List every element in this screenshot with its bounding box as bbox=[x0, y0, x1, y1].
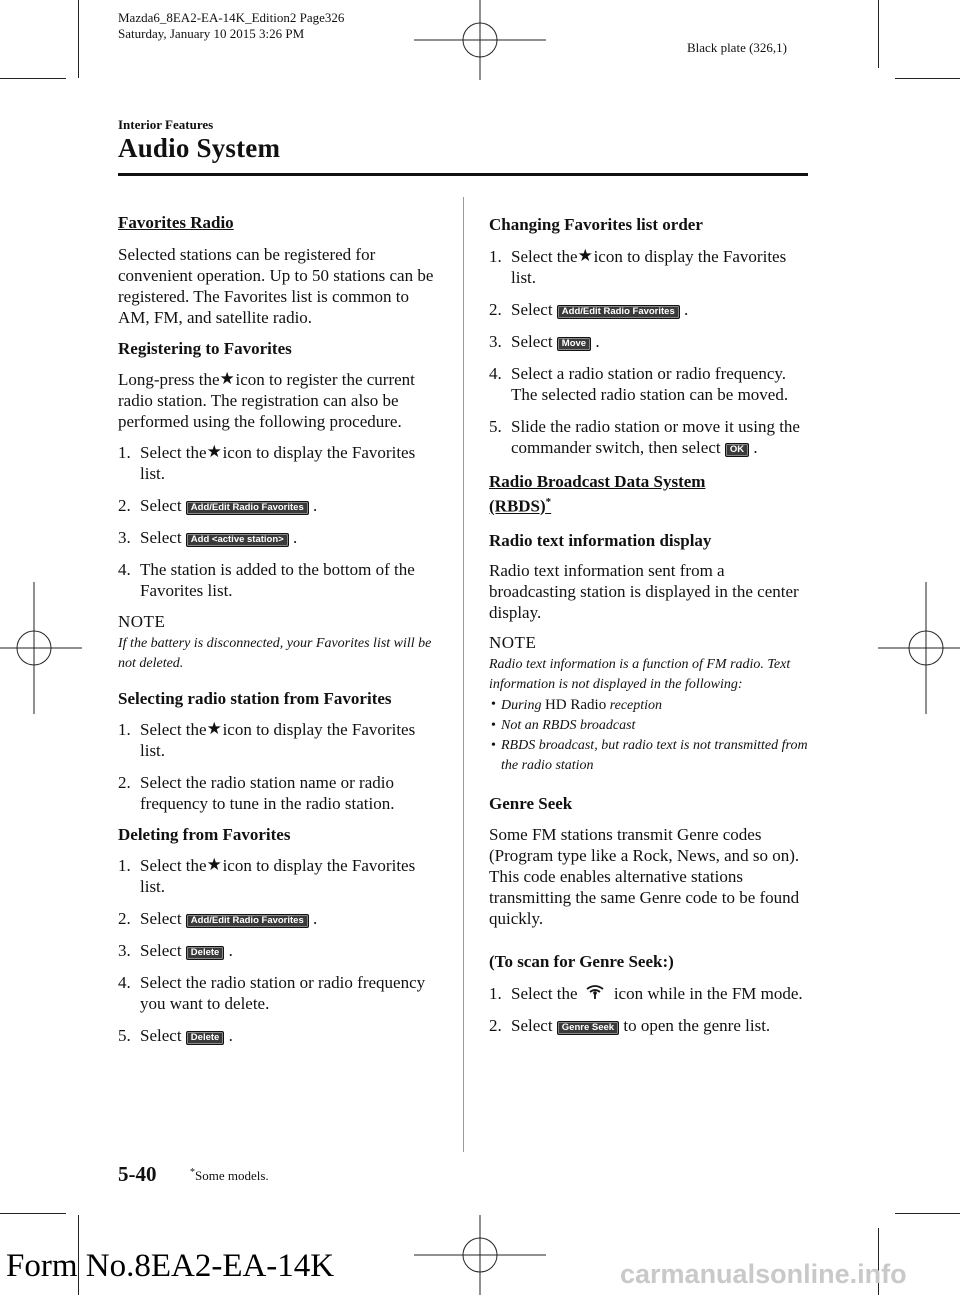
list-item bbox=[118, 940, 440, 961]
registering-text-b: icon to register the current radio station. The registration can also be performed using the following procedure. bbox=[118, 370, 415, 431]
radio-signal-icon bbox=[584, 984, 606, 1000]
move-button: Move bbox=[557, 337, 591, 351]
step-text: Select a radio station or radio frequency. The selected radio station can be moved. bbox=[511, 364, 789, 404]
step-text: Select bbox=[511, 1015, 553, 1035]
step-number: 2. bbox=[118, 773, 131, 792]
registration-mark-top bbox=[414, 0, 546, 80]
changing-heading: Changing Favorites list order bbox=[489, 215, 703, 234]
rbds-heading-line2: (RBDS) bbox=[489, 496, 546, 516]
step-text: Select bbox=[140, 941, 182, 960]
bullet-text: During bbox=[501, 697, 542, 713]
step-number: 3. bbox=[118, 528, 131, 547]
step-number: 5. bbox=[118, 1026, 131, 1045]
star-icon: ★ bbox=[206, 442, 222, 461]
step-text: icon to display the Favorites list. bbox=[511, 247, 787, 287]
file-info bbox=[118, 10, 344, 42]
rbds-heading-line1: Radio Broadcast Data System bbox=[489, 472, 706, 491]
file-info-line1: Mazda6_8EA2-EA-14K_Edition2 Page326 bbox=[118, 10, 345, 25]
step-text: . bbox=[753, 438, 758, 457]
step-text: Select the bbox=[511, 247, 578, 266]
form-number: Form No.8EA2-EA-14K bbox=[6, 1248, 335, 1284]
ok-button: OK bbox=[725, 443, 749, 457]
list-item bbox=[118, 559, 440, 601]
column-divider bbox=[463, 197, 464, 1152]
add-edit-radio-favorites-button: Add/Edit Radio Favorites bbox=[186, 914, 309, 928]
some-models-mark: * bbox=[545, 496, 552, 508]
list-item bbox=[118, 855, 440, 897]
step-text: . bbox=[684, 300, 689, 319]
page-number: 5-40 bbox=[118, 1162, 157, 1186]
watermark: carmanualsonline.info bbox=[620, 1259, 907, 1289]
delete-button: Delete bbox=[186, 946, 225, 960]
note-text: If the battery is disconnected, your Favorites list will be not deleted. bbox=[118, 636, 432, 671]
list-item bbox=[118, 1025, 440, 1046]
list-item bbox=[118, 719, 440, 761]
step-number: 4. bbox=[118, 560, 131, 579]
step-text: icon to display the Favorites list. bbox=[140, 856, 416, 896]
list-item bbox=[489, 1015, 809, 1036]
step-number: 2. bbox=[489, 300, 502, 319]
registering-text bbox=[118, 369, 440, 432]
list-item bbox=[118, 442, 440, 484]
crop-mark bbox=[895, 78, 960, 79]
step-text: Select bbox=[140, 909, 182, 928]
step-number: 1. bbox=[118, 443, 131, 462]
step-text: . bbox=[292, 528, 298, 547]
list-item bbox=[489, 363, 809, 405]
list-item: • Not an RBDS broadcast bbox=[489, 716, 809, 736]
registration-mark-right bbox=[878, 582, 960, 714]
step-text: The station is added to the bottom of the Favorites list. bbox=[140, 560, 415, 600]
step-text: icon to display the Favorites list. bbox=[140, 443, 416, 483]
star-icon: ★ bbox=[577, 246, 593, 265]
step-number: 3. bbox=[489, 332, 502, 351]
some-models-note bbox=[190, 1167, 269, 1184]
step-text: Select bbox=[511, 332, 553, 351]
crop-mark bbox=[878, 0, 879, 68]
list-item bbox=[489, 983, 809, 1004]
step-text: Select the bbox=[140, 720, 207, 739]
step-text: Slide the radio station or move it using the commander switch, then select bbox=[511, 417, 800, 457]
step-number: 1. bbox=[489, 247, 502, 266]
add-edit-radio-favorites-button: Add/Edit Radio Favorites bbox=[186, 501, 309, 515]
step-number: 3. bbox=[118, 941, 131, 960]
list-item bbox=[489, 695, 809, 716]
step-number: 1. bbox=[489, 983, 502, 1003]
genre-seek-body: Some FM stations transmit Genre codes (Program type like a Rock, News, and so on). This code enables alternative stations transmitting the same Genre code to be found quickly. bbox=[489, 824, 800, 928]
step-text: Select the radio station name or radio frequency to tune in the radio station. bbox=[140, 773, 395, 813]
registration-mark-bottom bbox=[414, 1215, 546, 1295]
note-text: Radio text information is a function of FM radio. Text information is not displayed in the following: bbox=[489, 656, 791, 692]
star-icon: ★ bbox=[206, 719, 222, 738]
step-number: 2. bbox=[118, 909, 131, 928]
list-item bbox=[489, 416, 809, 458]
step-text: . bbox=[313, 496, 318, 515]
step-text: . bbox=[313, 909, 318, 928]
step-text: . bbox=[595, 332, 600, 351]
star-icon: ★ bbox=[219, 369, 235, 388]
step-text: . bbox=[228, 1026, 233, 1045]
left-column bbox=[118, 212, 440, 1046]
step-text: to open the genre list. bbox=[623, 1015, 771, 1035]
rbds-heading bbox=[489, 471, 809, 517]
step-number: 1. bbox=[118, 856, 131, 875]
hd-radio-logo: HD Radio bbox=[544, 696, 607, 713]
step-text: . bbox=[228, 941, 233, 960]
list-item bbox=[489, 331, 809, 352]
step-number: 5. bbox=[489, 417, 502, 436]
radio-text-body: Radio text information sent from a broadcasting station is displayed in the center display. bbox=[489, 560, 799, 622]
step-number: 4. bbox=[489, 364, 502, 383]
note-heading: NOTE bbox=[118, 612, 166, 631]
step-text: Select the bbox=[140, 443, 207, 462]
step-text: Select bbox=[140, 496, 182, 515]
deleting-heading: Deleting from Favorites bbox=[118, 825, 291, 844]
list-item bbox=[118, 908, 440, 929]
bullet-text: reception bbox=[609, 697, 663, 713]
step-text: icon to display the Favorites list. bbox=[140, 720, 416, 760]
list-item bbox=[118, 527, 440, 548]
genre-seek-button: Genre Seek bbox=[557, 1021, 619, 1035]
list-item: • RBDS broadcast, but radio text is not transmitted from the radio station bbox=[489, 736, 809, 776]
crop-mark bbox=[895, 1213, 960, 1214]
scan-heading: (To scan for Genre Seek:) bbox=[489, 951, 674, 971]
list-item bbox=[118, 495, 440, 516]
step-number: 2. bbox=[118, 496, 131, 515]
crop-mark bbox=[0, 1213, 66, 1214]
page-title: Audio System bbox=[118, 133, 281, 163]
add-active-station-button: Add <active station> bbox=[186, 533, 289, 547]
list-item bbox=[118, 972, 440, 1014]
delete-button: Delete bbox=[186, 1031, 225, 1045]
step-number: 1. bbox=[118, 720, 131, 739]
crop-mark bbox=[0, 78, 66, 79]
some-models-text: Some models. bbox=[195, 1168, 269, 1183]
add-edit-radio-favorites-button: Add/Edit Radio Favorites bbox=[557, 305, 680, 319]
title-rule bbox=[118, 173, 808, 176]
step-text: Select bbox=[140, 528, 182, 547]
section-label: Interior Features bbox=[118, 117, 214, 132]
step-text: Select the bbox=[511, 983, 578, 1003]
note-heading: NOTE bbox=[489, 632, 537, 652]
favorites-radio-heading: Favorites Radio bbox=[118, 213, 234, 232]
favorites-intro: Selected stations can be registered for convenient operation. Up to 50 stations can be registered. The Favorites list is common to AM, FM, and satellite radio. bbox=[118, 245, 434, 327]
selecting-heading: Selecting radio station from Favorites bbox=[118, 689, 392, 708]
file-info-line2: Saturday, January 10 2015 3:26 PM bbox=[118, 26, 305, 41]
star-icon: ★ bbox=[206, 855, 222, 874]
step-text: Select the bbox=[140, 856, 207, 875]
list-item bbox=[118, 772, 440, 814]
step-text: Select bbox=[511, 300, 553, 319]
step-number: 2. bbox=[489, 1015, 502, 1035]
plate-label: Black plate (326,1) bbox=[687, 40, 787, 55]
crop-mark bbox=[78, 0, 79, 78]
registration-mark-left bbox=[0, 582, 82, 714]
list-item bbox=[489, 246, 809, 288]
radio-text-heading: Radio text information display bbox=[489, 530, 712, 550]
right-column bbox=[489, 214, 809, 1036]
step-text: Select bbox=[140, 1026, 182, 1045]
step-text: icon while in the FM mode. bbox=[613, 983, 803, 1003]
step-number: 4. bbox=[118, 973, 131, 992]
step-text: Select the radio station or radio frequency you want to delete. bbox=[140, 973, 426, 1013]
list-item bbox=[489, 299, 809, 320]
genre-seek-heading: Genre Seek bbox=[489, 793, 573, 813]
registering-text-a: Long-press the bbox=[118, 370, 220, 389]
some-models-mark: * bbox=[190, 1167, 195, 1178]
registering-heading: Registering to Favorites bbox=[118, 339, 292, 358]
